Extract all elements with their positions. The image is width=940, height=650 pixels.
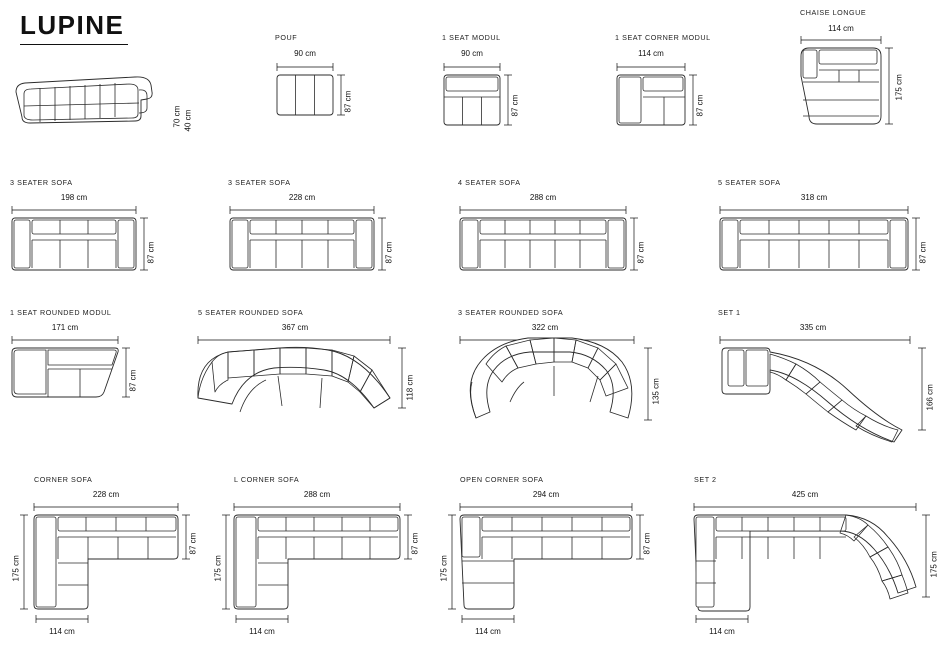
seater228-title: 3 SEATER SOFA <box>228 178 291 187</box>
diagram-l-corner-sofa <box>213 475 433 640</box>
chaise-height-label: 175 cm <box>894 74 904 101</box>
corner-modul-width-label: 114 cm <box>638 49 664 58</box>
set1-title: SET 1 <box>718 308 741 317</box>
l-corner-width2-label: 114 cm <box>249 627 275 636</box>
set2-title: SET 2 <box>694 475 717 484</box>
seater318-height-label: 87 cm <box>918 241 928 264</box>
diagram-1-seat-corner-modul <box>615 33 765 143</box>
l-corner-height-label: 87 cm <box>410 532 420 555</box>
open-corner-title: OPEN CORNER SOFA <box>460 475 544 484</box>
open-corner-depth-label: 175 cm <box>439 555 449 582</box>
brand-underline <box>20 44 128 45</box>
rounded5-width-label: 367 cm <box>281 323 309 332</box>
corner-sofa-title: CORNER SOFA <box>34 475 93 484</box>
set1-height-label: 166 cm <box>925 384 935 411</box>
seater318-title: 5 SEATER SOFA <box>718 178 781 187</box>
pouf-height-label: 87 cm <box>343 90 353 113</box>
diagram-3-seater-rounded <box>458 308 673 433</box>
seater198-svg <box>10 206 190 286</box>
set1-svg <box>718 336 936 441</box>
diagram-1-seat-modul <box>442 33 582 143</box>
set2-height-label: 175 cm <box>929 551 939 578</box>
diagram-set-1 <box>718 308 936 433</box>
rounded-modul-height-label: 87 cm <box>128 369 138 392</box>
diagram-3-seater-228 <box>228 178 423 288</box>
corner-sofa-depth-label: 175 cm <box>11 555 21 582</box>
seat-modul-title: 1 SEAT MODUL <box>442 33 501 42</box>
set1-width-label: 335 cm <box>799 323 827 332</box>
diagram-1-seat-rounded-modul <box>10 308 180 428</box>
rounded5-title: 5 SEATER ROUNDED SOFA <box>198 308 304 317</box>
brand-title: LUPINE <box>20 10 125 40</box>
diagram-4-seater-288 <box>458 178 673 288</box>
set2-width2-label: 114 cm <box>709 627 735 636</box>
chaise-width-label: 114 cm <box>828 24 854 33</box>
seater228-width-label: 228 cm <box>288 193 316 202</box>
rounded-modul-width-label: 171 cm <box>51 323 79 332</box>
set2-width-label: 425 cm <box>791 490 819 499</box>
rounded3-title: 3 SEATER ROUNDED SOFA <box>458 308 564 317</box>
corner-sofa-width-label: 228 cm <box>92 490 120 499</box>
diagram-open-corner-sofa <box>439 475 665 640</box>
seater228-svg <box>228 206 423 286</box>
rounded-modul-title: 1 SEAT ROUNDED MODUL <box>10 308 112 317</box>
l-corner-depth-label: 175 cm <box>213 555 223 582</box>
seat-modul-width-label: 90 cm <box>461 49 483 58</box>
rounded-modul-svg <box>10 336 180 426</box>
corner-modul-svg <box>615 63 765 143</box>
seater198-width-label: 198 cm <box>60 193 88 202</box>
diagram-corner-sofa <box>10 475 210 640</box>
hero-dim-40: 40 cm <box>183 109 193 132</box>
open-corner-svg <box>450 503 665 623</box>
lupine-hero-svg <box>10 70 185 145</box>
pouf-title: POUF <box>275 33 298 42</box>
diagram-5-seater-318 <box>718 178 936 288</box>
rounded3-width-label: 322 cm <box>531 323 559 332</box>
diagram-5-seater-rounded <box>190 308 425 433</box>
seater288-title: 4 SEATER SOFA <box>458 178 521 187</box>
seater228-height-label: 87 cm <box>384 241 394 264</box>
seater288-width-label: 288 cm <box>529 193 557 202</box>
chaise-title: CHAISE LONGUE <box>800 8 867 17</box>
corner-sofa-svg <box>10 503 210 623</box>
corner-sofa-width2-label: 114 cm <box>49 627 75 636</box>
seater198-height-label: 87 cm <box>146 241 156 264</box>
open-corner-width2-label: 114 cm <box>475 627 501 636</box>
seat-modul-height-label: 87 cm <box>510 94 520 117</box>
chaise-svg <box>795 36 935 141</box>
corner-modul-height-label: 87 cm <box>695 94 705 117</box>
diagram-pouf <box>275 33 415 143</box>
l-corner-width-label: 288 cm <box>303 490 331 499</box>
rounded5-height-label: 118 cm <box>405 374 415 401</box>
seater288-height-label: 87 cm <box>636 241 646 264</box>
seater318-width-label: 318 cm <box>800 193 828 202</box>
pouf-width-label: 90 cm <box>294 49 316 58</box>
corner-modul-title: 1 SEAT CORNER MODUL <box>615 33 711 42</box>
l-corner-svg <box>218 503 433 623</box>
rounded5-svg <box>190 336 425 431</box>
diagram-chaise-longue <box>795 8 935 143</box>
seater318-svg <box>718 206 936 286</box>
diagram-3-seater-198 <box>10 178 190 288</box>
open-corner-width-label: 294 cm <box>532 490 560 499</box>
set2-svg <box>688 503 936 623</box>
open-corner-height-label: 87 cm <box>642 532 652 555</box>
hero-dim-70: 70 cm <box>172 105 182 128</box>
diagram-lupine-hero <box>10 70 193 145</box>
rounded3-svg <box>458 336 673 436</box>
l-corner-title: L CORNER SOFA <box>234 475 300 484</box>
diagram-set-2 <box>688 475 939 640</box>
seater198-title: 3 SEATER SOFA <box>10 178 73 187</box>
rounded3-height-label: 135 cm <box>651 378 661 405</box>
corner-sofa-height-label: 87 cm <box>188 532 198 555</box>
